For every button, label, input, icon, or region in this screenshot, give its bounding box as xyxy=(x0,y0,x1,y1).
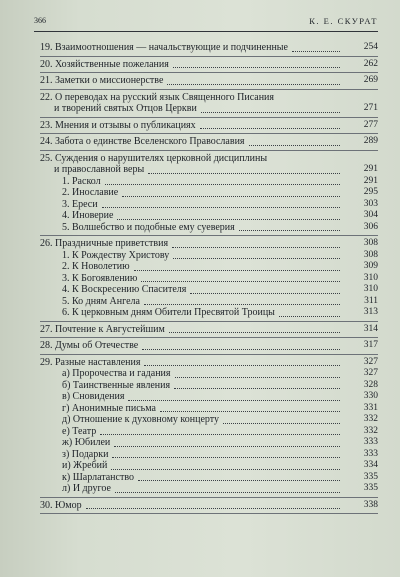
toc-entry xyxy=(40,120,378,132)
toc-subentry xyxy=(40,273,378,285)
dot-leader xyxy=(141,280,340,282)
toc-page-number: 304 xyxy=(363,210,378,220)
dot-leader xyxy=(114,445,340,447)
entry-divider xyxy=(40,72,378,73)
toc-page-number: 330 xyxy=(363,391,378,401)
toc-subentry xyxy=(40,460,378,472)
toc-entry-text: 25. Суждения о нарушителях церковной дисциплины xyxy=(40,152,268,164)
toc-entry xyxy=(40,324,378,336)
toc-subentry xyxy=(40,483,378,495)
toc-entry xyxy=(40,59,378,71)
toc-page-number: 295 xyxy=(363,187,378,197)
toc-entry-text: 21. Заметки о миссионерстве xyxy=(40,75,164,86)
dot-leader xyxy=(239,229,340,231)
dot-leader xyxy=(292,50,340,52)
toc-page-number: 333 xyxy=(363,448,378,459)
toc-entry-e27 xyxy=(40,324,378,336)
toc-subentry-text: 2. К Новолетию xyxy=(62,261,130,272)
toc-subentry xyxy=(40,176,378,188)
toc-subentry-text: 5. Волшебство и подобные ему суеверия xyxy=(62,221,235,233)
toc-subentry-text: 2. Инославие xyxy=(62,187,119,198)
toc-page-number: 334 xyxy=(363,460,378,470)
toc-subentry xyxy=(40,380,378,392)
toc-page-number: 309 xyxy=(363,261,378,271)
toc-page-number: 310 xyxy=(363,284,378,294)
toc-page-number: 254 xyxy=(363,42,378,52)
toc-subentry-text: г) Анонимные письма xyxy=(62,402,156,414)
toc-subentry xyxy=(40,449,378,461)
dot-leader xyxy=(134,269,340,271)
dot-leader xyxy=(105,183,340,185)
header-rule xyxy=(34,31,378,32)
table-of-contents xyxy=(40,40,378,516)
toc-subentry-text: 5. Ко дням Ангела xyxy=(62,295,140,307)
toc-entry-text: 20. Хозяйственные пожелания xyxy=(40,58,169,70)
toc-subentry xyxy=(40,222,378,234)
toc-entry xyxy=(40,92,378,115)
dot-leader xyxy=(122,195,340,197)
toc-subentry-text: 1. Раскол xyxy=(62,175,101,187)
entry-divider xyxy=(40,321,378,322)
toc-entry-text: 22. О переводах на русский язык Священного Писания xyxy=(40,91,274,103)
toc-page-number: 308 xyxy=(363,238,378,248)
toc-entry-e24 xyxy=(40,136,378,148)
toc-page-number: 328 xyxy=(363,379,378,390)
toc-page-number: 338 xyxy=(363,499,378,510)
toc-page-number: 289 xyxy=(363,136,378,146)
entry-divider xyxy=(40,337,378,338)
toc-page-number: 333 xyxy=(363,437,378,447)
entry-divider xyxy=(40,513,378,514)
dot-leader xyxy=(86,507,340,509)
toc-subentry-text: 4. К Воскресению Спасителя xyxy=(62,284,187,295)
toc-entry xyxy=(40,238,378,250)
dot-leader xyxy=(167,83,340,85)
dot-leader xyxy=(115,491,340,493)
dot-leader xyxy=(142,348,340,350)
toc-page-number: 313 xyxy=(363,307,378,317)
toc-page-number: 271 xyxy=(363,103,378,113)
toc-entry-text: 27. Почтение к Августейшим xyxy=(40,323,165,335)
toc-subentry xyxy=(40,307,378,319)
dot-leader xyxy=(173,257,340,259)
toc-entry-text: 23. Мнения и отзывы о публикациях xyxy=(40,119,196,131)
toc-page-number: 310 xyxy=(363,272,378,283)
toc-subentry-text: 4. Иноверие xyxy=(62,210,114,221)
page-number: 366 xyxy=(34,16,46,25)
toc-subentry xyxy=(40,472,378,484)
dot-leader xyxy=(169,331,340,333)
toc-page-number: 277 xyxy=(363,119,378,130)
toc-page-number: 314 xyxy=(363,323,378,334)
dot-leader xyxy=(148,172,340,174)
dot-leader xyxy=(144,303,340,305)
entry-divider xyxy=(40,56,378,57)
dot-leader xyxy=(111,468,340,470)
toc-subentry xyxy=(40,261,378,273)
toc-entry-e29 xyxy=(40,357,378,369)
toc-subentry-text: д) Отношение к духовному концерту xyxy=(62,414,220,425)
toc-entry xyxy=(40,153,378,176)
toc-subentry-text: 1. К Рождеству Христову xyxy=(62,249,170,261)
toc-page-number: 269 xyxy=(363,75,378,85)
dot-leader xyxy=(144,364,340,366)
toc-entry xyxy=(40,340,378,352)
toc-entry-e19 xyxy=(40,42,378,54)
dot-leader xyxy=(200,127,340,129)
toc-subentry-text: и) Жребий xyxy=(62,460,108,471)
entry-divider xyxy=(40,150,378,151)
toc-entry-e30 xyxy=(40,500,378,512)
dot-leader xyxy=(173,66,340,68)
dot-leader xyxy=(128,399,340,401)
toc-entry xyxy=(40,136,378,148)
toc-subentry-text: 3. Ереси xyxy=(62,198,98,210)
toc-subentry xyxy=(40,284,378,296)
toc-page-number: 262 xyxy=(363,58,378,69)
toc-entry-e26 xyxy=(40,238,378,250)
dot-leader xyxy=(190,292,340,294)
toc-entry-e23 xyxy=(40,120,378,132)
toc-subentry-text: а) Пророчества и гадания xyxy=(62,368,171,379)
toc-subentry-text: в) Сновидения xyxy=(62,391,125,402)
dot-leader xyxy=(117,218,340,220)
dot-leader xyxy=(160,410,340,412)
toc-entry-e28 xyxy=(40,340,378,352)
toc-subentry-text: 6. К церковным дням Обители Пресвятой Троицы xyxy=(62,307,275,318)
toc-page-number: 311 xyxy=(364,295,378,306)
toc-entry-text: и творений святых Отцов Церкви xyxy=(54,103,197,114)
toc-page-number: 306 xyxy=(363,221,378,232)
toc-page-number: 331 xyxy=(363,402,378,413)
toc-subentry xyxy=(40,437,378,449)
toc-entry-text: 28. Думы об Отечестве xyxy=(40,340,139,351)
toc-page-number: 291 xyxy=(363,175,378,186)
toc-entry-text: 19. Взаимоотношения — начальствующие и подчиненные xyxy=(40,42,288,53)
toc-subentry xyxy=(40,199,378,211)
dot-leader xyxy=(102,206,340,208)
toc-subentry-text: ж) Юбилеи xyxy=(62,437,111,448)
dot-leader xyxy=(138,479,340,481)
toc-subentry-text: е) Театр xyxy=(62,425,97,437)
entry-divider xyxy=(40,89,378,90)
entry-divider xyxy=(40,133,378,134)
toc-entry-text: 24. Забота о единстве Вселенского Православия xyxy=(40,136,245,147)
toc-page-number: 291 xyxy=(363,164,378,174)
toc-subentry xyxy=(40,391,378,403)
toc-entry-text: и православной веры xyxy=(54,164,145,175)
toc-subentry-text: к) Шарлатанство xyxy=(62,471,134,483)
dot-leader xyxy=(112,456,340,458)
toc-entry-e20 xyxy=(40,59,378,71)
toc-page-number: 303 xyxy=(363,198,378,209)
dot-leader xyxy=(172,246,340,248)
toc-entry xyxy=(40,500,378,512)
toc-entry xyxy=(40,42,378,54)
toc-page-number: 327 xyxy=(363,356,378,367)
toc-subentry xyxy=(40,187,378,199)
toc-subentry xyxy=(40,368,378,380)
toc-subentry-text: б) Таинственные явления xyxy=(62,379,171,391)
dot-leader xyxy=(174,387,340,389)
toc-subentry xyxy=(40,296,378,308)
running-header xyxy=(34,10,378,34)
toc-entry xyxy=(40,357,378,369)
running-title: К. Е. СКУРАТ xyxy=(309,16,378,26)
entry-divider xyxy=(40,354,378,355)
dot-leader xyxy=(201,111,340,113)
toc-entry-text: 30. Юмор xyxy=(40,499,82,511)
entry-divider xyxy=(40,117,378,118)
dot-leader xyxy=(223,422,340,424)
toc-page-number: 317 xyxy=(363,340,378,350)
toc-page-number: 308 xyxy=(363,249,378,260)
toc-subentry-text: л) И другое xyxy=(62,483,111,494)
dot-leader xyxy=(100,433,340,435)
toc-subentry xyxy=(40,414,378,426)
toc-entry-e22 xyxy=(40,92,378,115)
toc-entry-e25 xyxy=(40,153,378,176)
toc-subentry xyxy=(40,250,378,262)
dot-leader xyxy=(249,144,340,146)
toc-page-number: 335 xyxy=(363,483,378,493)
toc-page-number: 335 xyxy=(363,471,378,482)
toc-page-number: 332 xyxy=(363,414,378,424)
toc-entry-text: 29. Разные наставления xyxy=(40,356,141,368)
toc-entry xyxy=(40,75,378,87)
toc-subentry-text: 3. К Богоявлению xyxy=(62,272,138,284)
toc-page-number: 327 xyxy=(363,368,378,378)
entry-divider xyxy=(40,235,378,236)
toc-subentry-text: з) Подарки xyxy=(62,448,109,460)
entry-divider xyxy=(40,497,378,498)
dot-leader xyxy=(175,376,340,378)
toc-subentry xyxy=(40,403,378,415)
toc-page-number: 332 xyxy=(363,425,378,436)
toc-entry-e21 xyxy=(40,75,378,87)
toc-subentry xyxy=(40,426,378,438)
toc-entry-text: 26. Праздничные приветствия xyxy=(40,238,169,249)
toc-subentry xyxy=(40,210,378,222)
dot-leader xyxy=(279,315,340,317)
